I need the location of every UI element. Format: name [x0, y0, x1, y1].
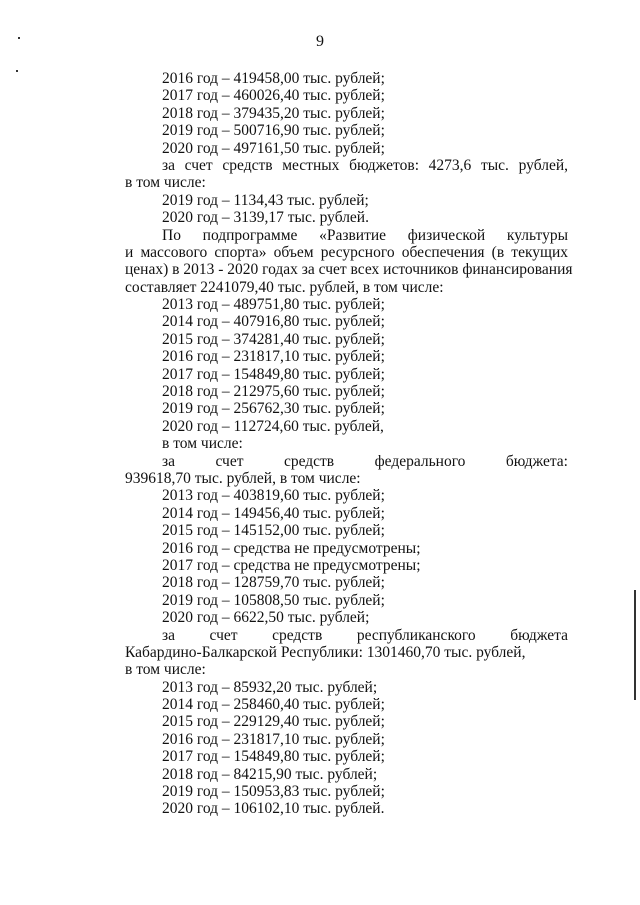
text-line: за счет средств республиканского бюджета: [162, 626, 568, 644]
text-line: 2017 год – 460026,40 тыс. рублей;: [162, 87, 385, 105]
text-line: 2014 год – 407916,80 тыс. рублей;: [162, 313, 385, 331]
document-body: [125, 70, 573, 818]
text-line: 2016 год – средства не предусмотрены;: [162, 539, 421, 557]
text-line: 2020 год – 6622,50 тыс. рублей;: [162, 609, 370, 627]
text-line: 2016 год – 231817,10 тыс. рублей;: [162, 730, 385, 748]
text-line: 2016 год – 231817,10 тыс. рублей;: [162, 348, 385, 366]
text-line: 2013 год – 85932,20 тыс. рублей;: [162, 678, 378, 696]
text-line: составляет 2241079,40 тыс. рублей, в том числе:: [125, 278, 444, 296]
text-line: 2015 год – 229129,40 тыс. рублей;: [162, 713, 385, 731]
text-line: в том числе:: [162, 435, 243, 453]
text-line: 2020 год – 112724,60 тыс. рублей,: [162, 417, 384, 435]
scan-mark-left: [16, 70, 18, 72]
scan-edge-right: [634, 590, 636, 700]
text-line: 2017 год – 154849,80 тыс. рублей;: [162, 365, 385, 383]
text-line: 2020 год – 3139,17 тыс. рублей.: [162, 209, 369, 227]
text-line: 2013 год – 403819,60 тыс. рублей;: [162, 487, 385, 505]
text-line: 2019 год – 1134,43 тыс. рублей;: [162, 191, 369, 209]
text-line: 2018 год – 128759,70 тыс. рублей;: [162, 574, 385, 592]
text-line: ценах) в 2013 - 2020 годах за счет всех источников финансирования: [125, 261, 573, 279]
text-line: 2013 год – 489751,80 тыс. рублей;: [162, 296, 385, 314]
text-line: 2015 год – 145152,00 тыс. рублей;: [162, 522, 385, 540]
text-line: 2019 год – 500716,90 тыс. рублей;: [162, 122, 385, 140]
text-line: 2014 год – 258460,40 тыс. рублей;: [162, 696, 385, 714]
text-line: 2019 год – 105808,50 тыс. рублей;: [162, 591, 385, 609]
text-line: за счет средств федерального бюджета:: [162, 452, 568, 470]
text-line: 2014 год – 149456,40 тыс. рублей;: [162, 504, 385, 522]
text-line: Кабардино-Балкарской Республики: 1301460,70 тыс. рублей,: [125, 643, 526, 661]
text-line: 2017 год – средства не предусмотрены;: [162, 556, 421, 574]
page-number: 9: [316, 33, 324, 50]
text-line: за счет средств местных бюджетов: 4273,6 тыс. рублей,: [162, 156, 568, 174]
text-line: 939618,70 тыс. рублей, в том числе:: [125, 469, 361, 487]
text-line: 2020 год – 106102,10 тыс. рублей.: [162, 800, 385, 818]
text-line: 2018 год – 379435,20 тыс. рублей;: [162, 104, 385, 122]
text-line: 2017 год – 154849,80 тыс. рублей;: [162, 748, 385, 766]
text-line: 2015 год – 374281,40 тыс. рублей;: [162, 330, 385, 348]
scan-mark-top-left: [18, 37, 20, 39]
text-line: 2020 год – 497161,50 тыс. рублей;: [162, 139, 385, 157]
text-line: 2019 год – 150953,83 тыс. рублей;: [162, 783, 385, 801]
text-line: 2016 год – 419458,00 тыс. рублей;: [162, 70, 385, 87]
text-line: По подпрограмме «Развитие физической культуры: [162, 226, 568, 244]
text-line: 2019 год – 256762,30 тыс. рублей;: [162, 400, 385, 418]
text-line: в том числе:: [125, 174, 206, 192]
text-line: 2018 год – 212975,60 тыс. рублей;: [162, 383, 385, 401]
text-line: в том числе:: [125, 661, 206, 679]
text-line: и массового спорта» объем ресурсного обеспечения (в текущих: [125, 243, 568, 261]
text-line: 2018 год – 84215,90 тыс. рублей;: [162, 765, 378, 783]
